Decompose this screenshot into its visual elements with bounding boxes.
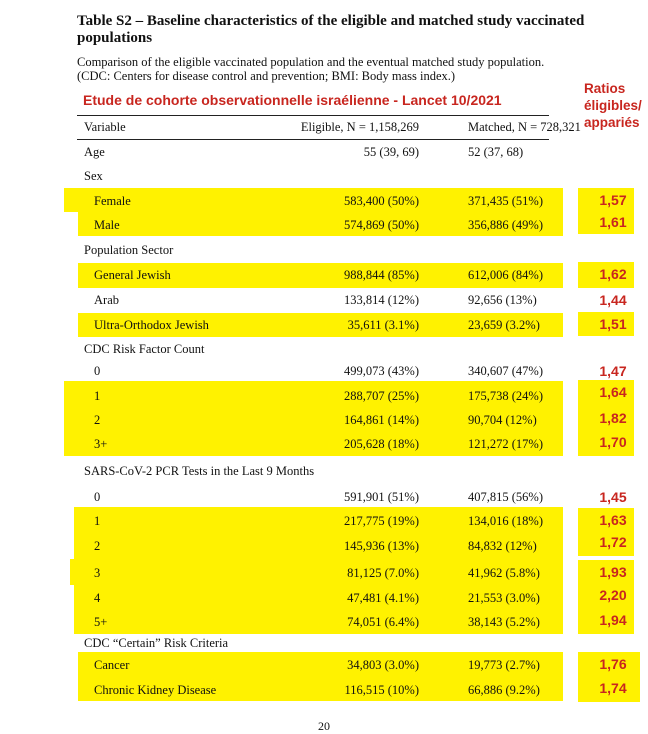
ratio-value: 1,94	[599, 612, 627, 628]
matched-value: 19,773 (2.7%)	[468, 658, 540, 672]
eligible-value: 133,814 (12%)	[344, 293, 419, 307]
row-label: 0	[94, 364, 101, 378]
matched-value: 175,738 (24%)	[468, 389, 543, 403]
row-label: 1	[94, 514, 101, 528]
ratio-value: 1,82	[599, 410, 627, 426]
eligible-value: 34,803 (3.0%)	[347, 658, 419, 672]
row-label: 4	[94, 591, 101, 605]
table-header-rule	[77, 139, 549, 140]
eligible-value: 499,073 (43%)	[344, 364, 419, 378]
eligible-value: 55 (39, 69)	[363, 145, 419, 159]
matched-value: 612,006 (84%)	[468, 268, 543, 282]
page-number: 20	[318, 719, 330, 733]
row-label: 3+	[94, 437, 108, 451]
matched-value: 134,016 (18%)	[468, 514, 543, 528]
row-label: 5+	[94, 615, 108, 629]
row-label: 2	[94, 539, 101, 553]
ratio-value: 2,20	[599, 587, 627, 603]
ratio-value: 1,47	[599, 363, 627, 379]
ratio-value: 1,70	[599, 434, 627, 450]
eligible-value: 47,481 (4.1%)	[347, 591, 419, 605]
matched-value: 66,886 (9.2%)	[468, 683, 540, 697]
ratio-value: 1,45	[599, 489, 627, 505]
row-label: Arab	[94, 293, 119, 307]
matched-value: 340,607 (47%)	[468, 364, 543, 378]
eligible-value: 145,936 (13%)	[344, 539, 419, 553]
eligible-value: 74,051 (6.4%)	[347, 615, 419, 629]
section-header: Sex	[84, 169, 103, 183]
row-label: General Jewish	[94, 268, 171, 282]
table-top-rule	[77, 115, 549, 116]
matched-value: 52 (37, 68)	[468, 145, 524, 159]
eligible-value: 988,844 (85%)	[344, 268, 419, 282]
matched-value: 84,832 (12%)	[468, 539, 537, 553]
matched-value: 21,553 (3.0%)	[468, 591, 540, 605]
eligible-value: 205,628 (18%)	[344, 437, 419, 451]
section-header: SARS-CoV-2 PCR Tests in the Last 9 Months	[84, 464, 315, 478]
eligible-value: 217,775 (19%)	[344, 514, 419, 528]
ratio-value: 1,57	[599, 192, 627, 208]
column-header-matched: Matched, N = 728,321	[468, 120, 581, 134]
section-header: CDC Risk Factor Count	[84, 342, 205, 356]
matched-value: 38,143 (5.2%)	[468, 615, 540, 629]
eligible-value: 81,125 (7.0%)	[347, 566, 419, 580]
matched-value: 90,704 (12%)	[468, 413, 537, 427]
ratio-value: 1,63	[599, 512, 627, 528]
eligible-value: 583,400 (50%)	[344, 194, 419, 208]
eligible-value: 574,869 (50%)	[344, 218, 419, 232]
eligible-value: 116,515 (10%)	[344, 683, 419, 697]
matched-value: 371,435 (51%)	[468, 194, 543, 208]
row-label: Cancer	[94, 658, 130, 672]
ratio-value: 1,93	[599, 564, 627, 580]
row-label: Female	[94, 194, 131, 208]
annotation-subtitle: Etude de cohorte observationnelle israélienne - Lancet 10/2021	[83, 92, 502, 108]
section-header: Population Sector	[84, 243, 174, 257]
row-label: 3	[94, 566, 101, 580]
ratio-value: 1,44	[599, 292, 627, 308]
ratio-value: 1,62	[599, 266, 627, 282]
matched-value: 121,272 (17%)	[468, 437, 543, 451]
ratio-value: 1,61	[599, 214, 627, 230]
eligible-value: 35,611 (3.1%)	[347, 318, 419, 332]
ratio-value: 1,64	[599, 384, 627, 400]
matched-value: 41,962 (5.8%)	[468, 566, 540, 580]
matched-value: 92,656 (13%)	[468, 293, 537, 307]
eligible-value: 591,901 (51%)	[344, 490, 419, 504]
eligible-value: 288,707 (25%)	[344, 389, 419, 403]
row-label: 1	[94, 389, 101, 403]
row-label: 2	[94, 413, 101, 427]
table-description: Comparison of the eligible vaccinated population and the eventual matched study population. (CDC: Centers for disease control and prevention; BMI: Body mass index.)	[77, 55, 545, 83]
ratio-value: 1,72	[599, 534, 627, 550]
matched-value: 407,815 (56%)	[468, 490, 543, 504]
row-label: 0	[94, 490, 101, 504]
column-header-variable: Variable	[84, 120, 126, 134]
row-label: Age	[84, 145, 105, 159]
ratio-value: 1,76	[599, 656, 627, 672]
eligible-value: 164,861 (14%)	[344, 413, 419, 427]
matched-value: 23,659 (3.2%)	[468, 318, 540, 332]
matched-value: 356,886 (49%)	[468, 218, 543, 232]
ratio-value: 1,74	[599, 680, 627, 696]
ratio-column-header: Ratios éligibles/ appariés	[584, 81, 642, 130]
row-label: Chronic Kidney Disease	[94, 683, 217, 697]
column-header-eligible: Eligible, N = 1,158,269	[300, 120, 419, 134]
table-title: Table S2 – Baseline characteristics of the eligible and matched study vaccinated populations	[77, 13, 585, 46]
row-label: Ultra-Orthodox Jewish	[94, 318, 209, 332]
row-label: Male	[94, 218, 120, 232]
ratio-value: 1,51	[599, 316, 627, 332]
section-header: CDC “Certain” Risk Criteria	[84, 636, 229, 650]
